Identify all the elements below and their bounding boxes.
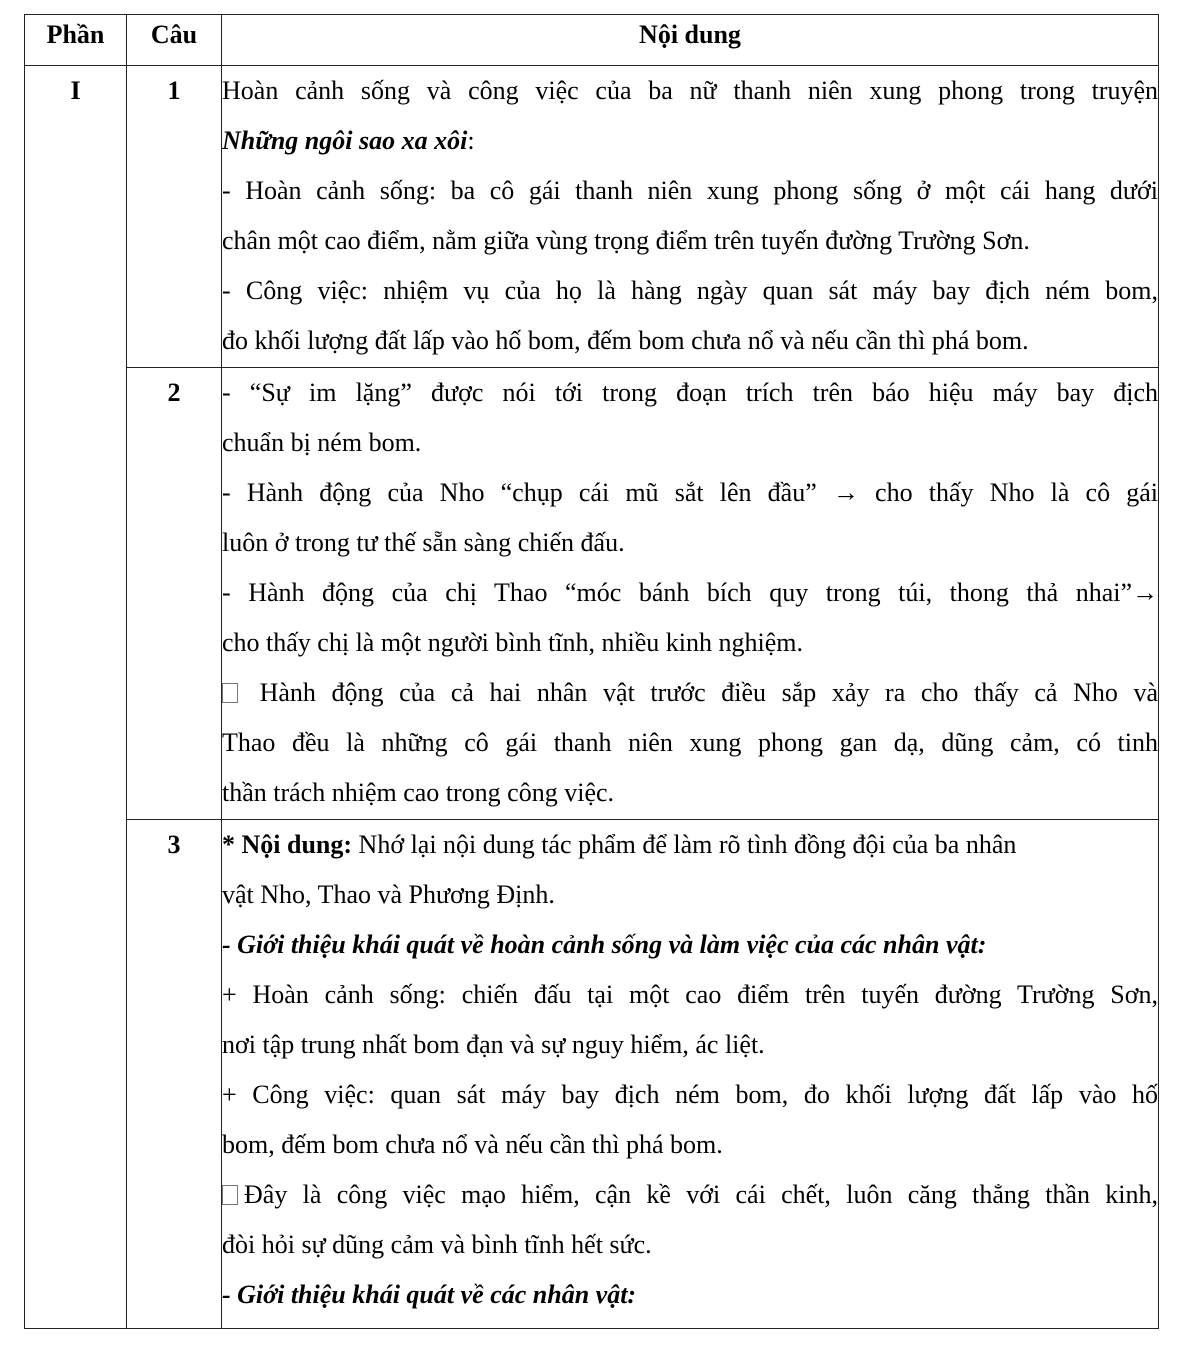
content-line: Hành động của cả hai nhân vật trước điều sắp xảy ra cho thấy cả Nho và <box>222 668 1158 718</box>
header-noi-dung: Nội dung <box>222 15 1159 66</box>
answer-table <box>24 14 1159 1329</box>
content-line: * Nội dung: Nhớ lại nội dung tác phẩm để làm rõ tình đồng đội của ba nhân <box>222 830 1017 859</box>
content-line: Đây là công việc mạo hiểm, cận kề với cái chết, luôn căng thẳng thần kinh, <box>222 1170 1158 1220</box>
question-number: 2 <box>127 368 222 820</box>
part-cell: I <box>25 66 127 1329</box>
content-line: Thao đều là những cô gái thanh niên xung phong gan dạ, dũng cảm, có tinh <box>222 728 1158 757</box>
section-heading: - Giới thiệu khái quát về các nhân vật: <box>222 1280 637 1309</box>
table-row <box>25 66 1159 368</box>
content-line: luôn ở trong tư thế sẵn sàng chiến đấu. <box>222 528 625 557</box>
story-title: Những ngôi sao xa xôi <box>222 126 468 155</box>
question-number: 3 <box>127 820 222 1329</box>
content-line: chuẩn bị ném bom. <box>222 428 422 457</box>
header-phan: Phần <box>25 15 127 66</box>
content-line: - Hoàn cảnh sống: ba cô gái thanh niên xung phong sống ở một cái hang dưới <box>222 176 1158 205</box>
question-content <box>222 820 1159 1329</box>
section-heading: - Giới thiệu khái quát về hoàn cảnh sống và làm việc của các nhân vật: <box>222 930 987 959</box>
header-cau: Câu <box>127 15 222 66</box>
content-line: - Công việc: nhiệm vụ của họ là hàng ngày quan sát máy bay địch ném bom, <box>222 276 1158 305</box>
content-line: + Hoàn cảnh sống: chiến đấu tại một cao điểm trên tuyến đường Trường Sơn, <box>222 980 1158 1009</box>
content-line: - Hành động của Nho “chụp cái mũ sắt lên đầu” → cho thấy Nho là cô gái <box>222 478 1158 507</box>
content-line: Hoàn cảnh sống và công việc của ba nữ thanh niên xung phong trong truyện <box>222 76 1158 105</box>
content-heading: * Nội dung: <box>222 830 353 859</box>
content-line: bom, đếm bom chưa nổ và nếu cần thì phá bom. <box>222 1130 723 1159</box>
checkbox-glyph-icon <box>222 683 238 703</box>
content-line: Những ngôi sao xa xôi: <box>222 126 475 155</box>
content-line: - Hành động của chị Thao “móc bánh bích quy trong túi, thong thả nhai”→ <box>222 578 1158 607</box>
header-row <box>25 15 1159 66</box>
content-line: nơi tập trung nhất bom đạn và sự nguy hiểm, ác liệt. <box>222 1030 765 1059</box>
content-line: - “Sự im lặng” được nói tới trong đoạn trích trên báo hiệu máy bay địch <box>222 378 1158 407</box>
content-line: cho thấy chị là một người bình tĩnh, nhiều kinh nghiệm. <box>222 628 803 657</box>
content-line: đo khối lượng đất lấp vào hố bom, đếm bom chưa nổ và nếu cần thì phá bom. <box>222 326 1029 355</box>
question-number: 1 <box>127 66 222 368</box>
content-line: + Công việc: quan sát máy bay địch ném bom, đo khối lượng đất lấp vào hố <box>222 1080 1158 1109</box>
checkbox-glyph-icon <box>222 1185 238 1205</box>
content-line: vật Nho, Thao và Phương Định. <box>222 880 555 909</box>
content-line: thần trách nhiệm cao trong công việc. <box>222 778 615 807</box>
content-line: đòi hỏi sự dũng cảm và bình tĩnh hết sức. <box>222 1230 652 1259</box>
content-line: chân một cao điểm, nằm giữa vùng trọng điểm trên tuyến đường Trường Sơn. <box>222 226 1030 255</box>
table-row <box>25 820 1159 1329</box>
question-content <box>222 368 1159 820</box>
question-content <box>222 66 1159 368</box>
table-row <box>25 368 1159 820</box>
